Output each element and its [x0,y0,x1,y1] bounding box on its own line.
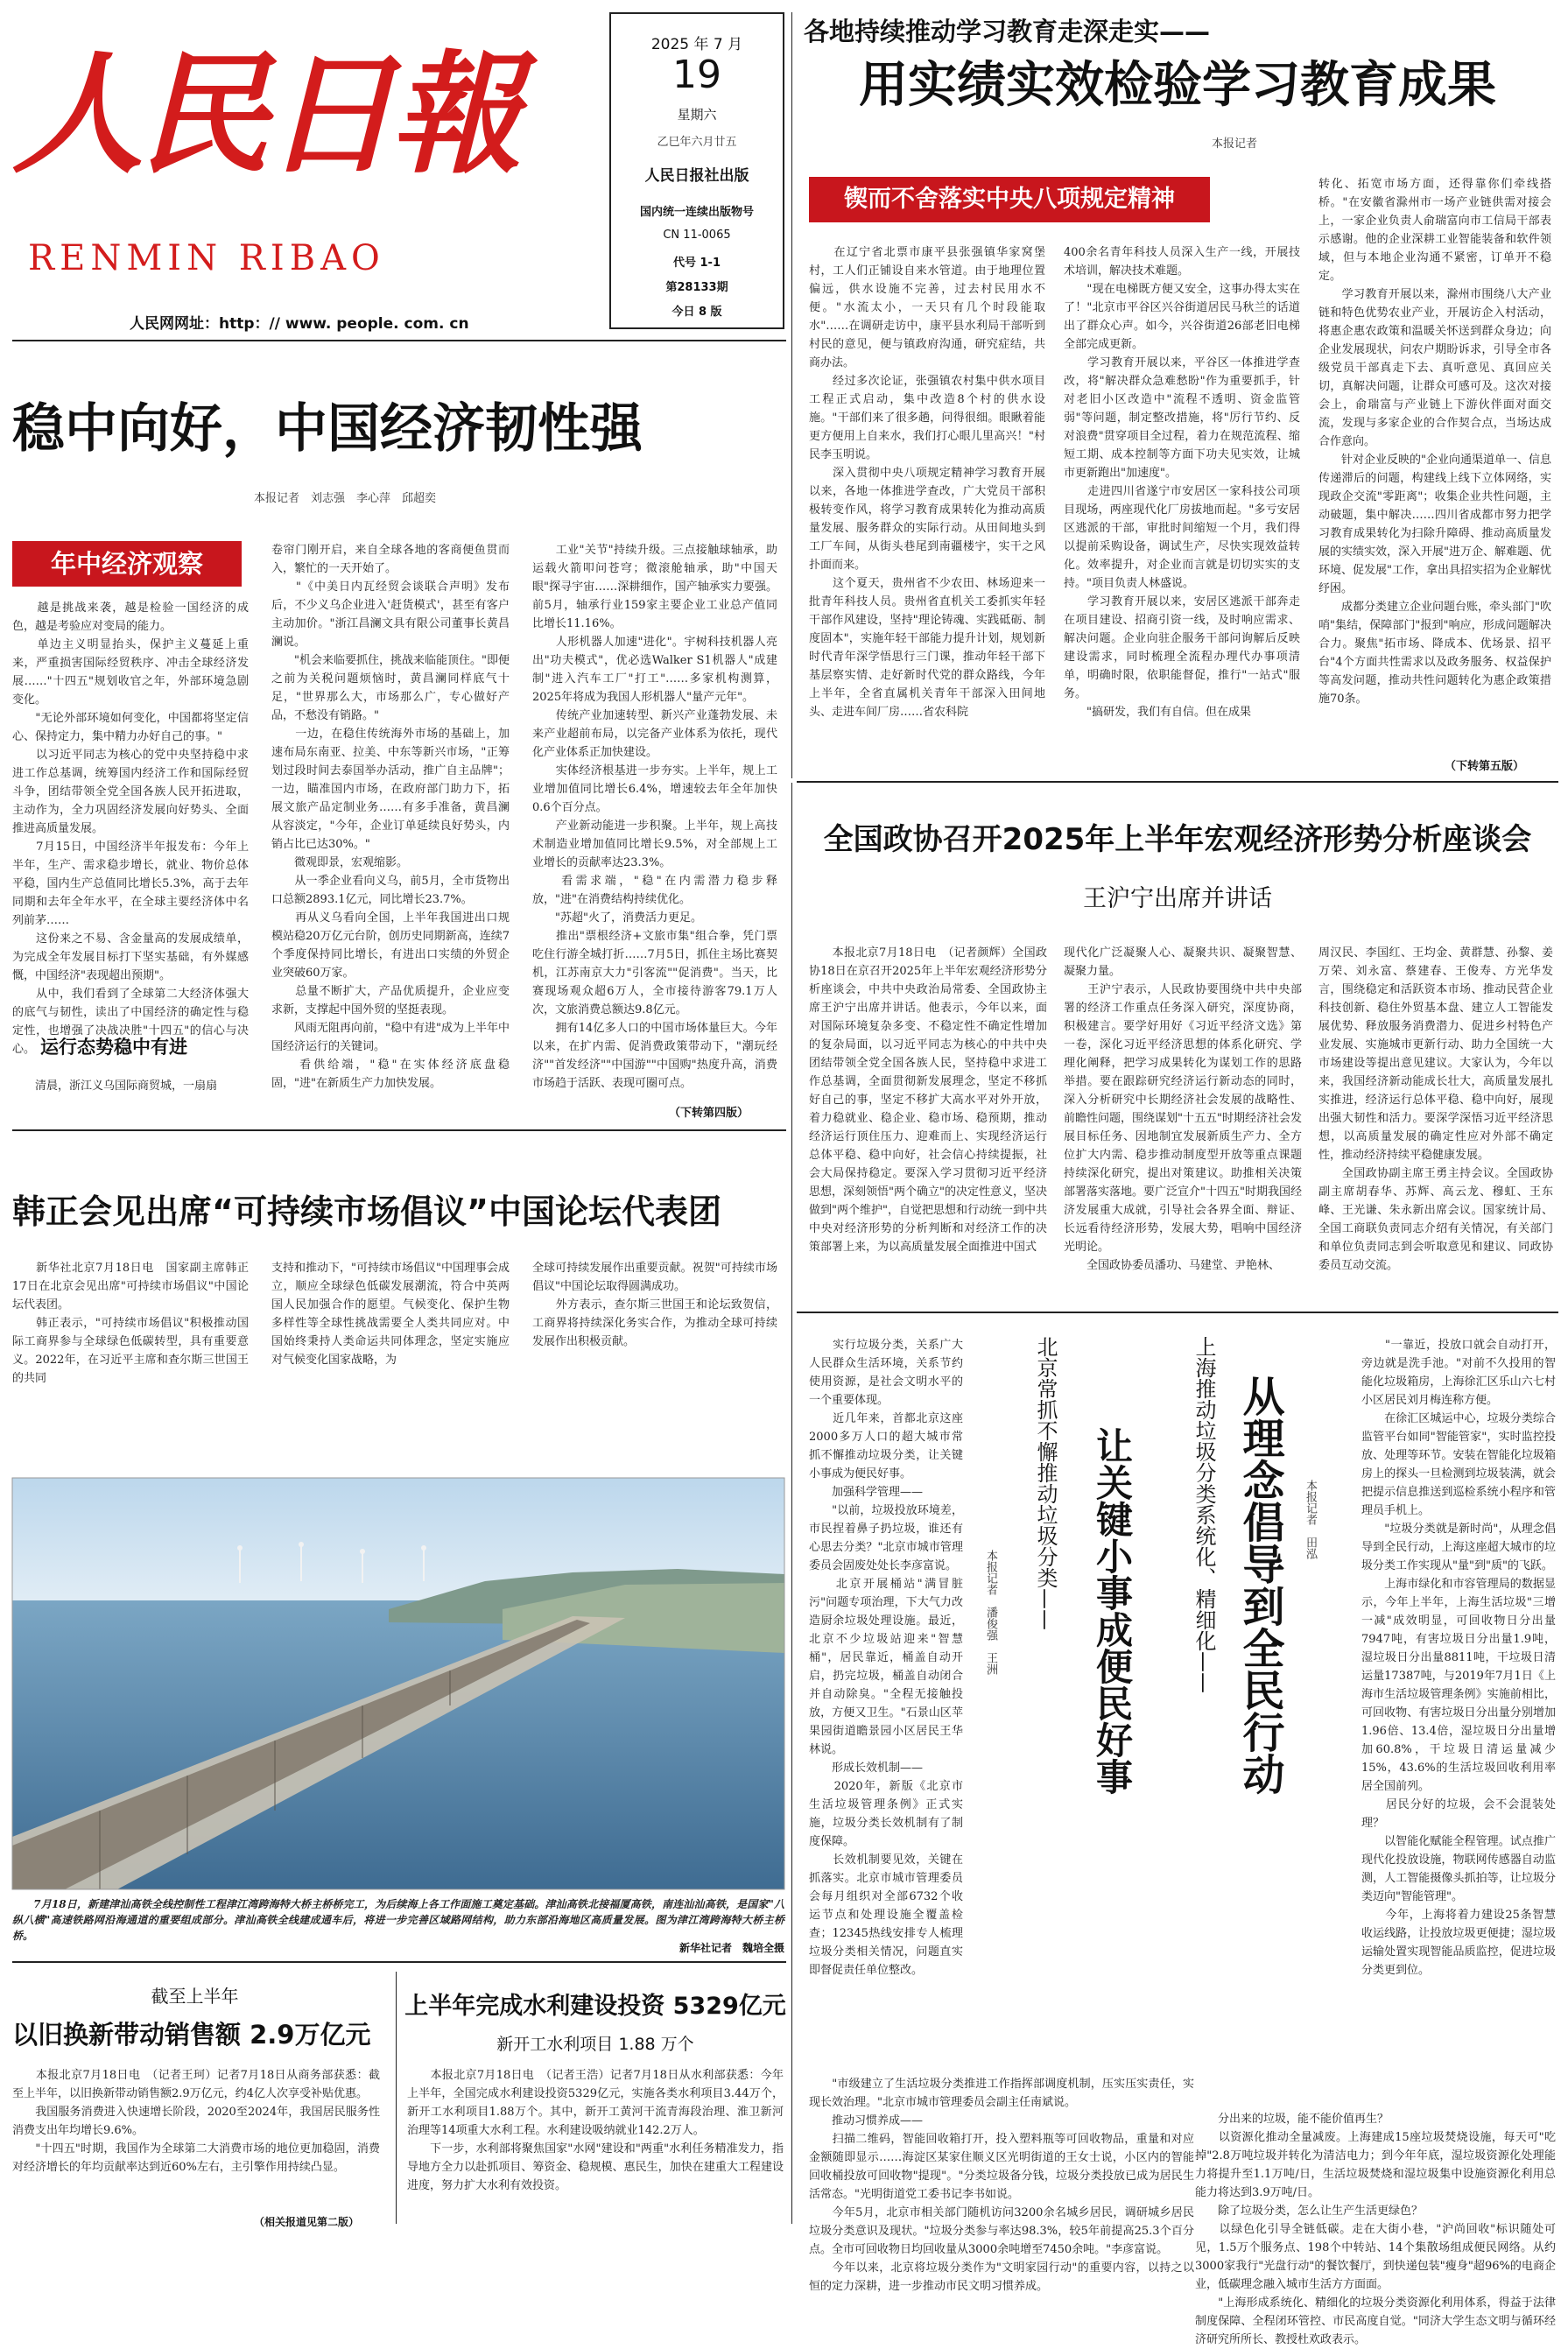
shanghai-byline [1302,1480,1328,1742]
hanzheng-col1: 新华社北京7月18日电 国家副主席韩正17日在北京会见出席"可持续市场倡议"中国论坛代表团。 韩正表示，"可持续市场倡议"积极推动国际工商界参与全球绿色低碳转型，具有重要意义。2022年，在习近平主席和查尔斯三世国王的共同 [12,1262,249,1385]
page-count: 今日 8 版 [671,306,722,319]
bridge-photo-image [12,1478,784,1889]
lead-banner: 年中经济观察 [12,541,242,587]
shanghai-byline-text: 本报记者 田泓 [1304,1480,1317,1559]
top-right-story [797,0,1558,779]
hanzheng-col2: 支持和推动下，"可持续市场倡议"中国理事会成立，顺应全球绿色低碳发展潮流，符合中英两国人民加强合作的愿望。气候变化、保护生物多样性等全球性挑战需要全人类共同应对。中国始终秉持人类命运共同体理念，坚定实施应对气候变化国家战略，为 [271,1262,510,1367]
photo-credit: 新华社记者 魏培全摄 [679,1942,784,1954]
beijing-col1: 实行垃圾分类，关系广大人民群众生活环境，关系节约使用资源，是社会文明水平的一个重要体现。 近几年来，首都北京这座2000多万人口的超大城市常抓不懈推动垃圾分类，让关键小事成为便民好事。 加强科学管理—— "以前，垃圾投放环境差，市民捏着鼻子扔垃圾，谁还有心思去分类？"北京市城市管理委员会固废处处长李彦富说。 北京开展桶站"满冒脏污"问题专项治理，下大气力改造厨余垃圾处理设施。最近，北京不少垃圾站迎来"智慧桶"，居民靠近，桶盖自动开启，扔完垃圾，桶盖自动闭合并自动除臭。"全程无接触投放，方便又卫生。"石景山区苹果园街道瞻景园小区居民王华林说。 形成长效机制—— 2020年，新版《北京市生活垃圾管理条例》正式实施，垃圾分类长效机制有了制度保障。 长效机制要见效，关键在抓落实。北京市城市管理委员会每月组织对全部6732个收运节点和处理设施全覆盖检查；12345热线安排专人梳理垃圾分类相关情况，问题直实即督促责任单位整改。 [809,1339,963,1977]
beijing-byline-text: 本报记者 潘俊强 王洲 [984,1550,997,1675]
cppcc-headline[interactable]: 全国政协召开2025年上半年宏观经济形势分析座谈会 [823,822,1532,857]
cppcc-subhead: 王沪宁出席并讲话 [1083,885,1272,912]
consumption-headline[interactable]: 以旧换新带动销售额 2.9万亿元 [12,2020,371,2050]
beijing-vertical-headline[interactable] [1086,1427,1138,2075]
postal-code: 代号 1-1 [672,257,721,270]
beijing-kicker-text: 北京常抓不懈推动垃圾分类—— [1033,1336,1058,1630]
masthead-title: 人民日報 [12,38,517,192]
water-story [398,1963,792,2234]
beijing-story [797,1313,1195,2293]
bridge-photo [12,1478,784,1889]
top-right-continued[interactable]: （下转第五版） [1445,760,1525,773]
cppcc-col1: 本报北京7月18日电 （记者颜辉）全国政协18日在京召开2025年上半年宏观经济形势分析座谈会，中共中央政治局常委、全国政协主席王沪宁出席并讲话。他表示，今年以来，面对国际环境复杂多变、不稳定性不确定性增加的复杂局面，以习近平同志为核心的中共中央团结带领全党全国各族人民，坚持稳中求进工作总基调，全面贯彻新发展理念，坚定不移抓好自己的事，坚定不移扩大高水平对外开放，着力稳就业、稳企业、稳市场、稳预期，推动经济运行顶住压力、迎难而上、实现经济运行总体平稳、稳中向好，社会信心持续提振，社会大局保持稳定。要深入学习贯彻习近平经济思想，深刻领悟"两个确立"的决定性意义，坚决做到"两个维护"，自觉把思想和行动统一到中共中央对经济形势的分析判断和对经济工作的决策部署上来，为以高质量发展全面推进中国式 [809,946,1047,1254]
date-weekday: 星期六 [677,107,717,123]
beijing-col2: "市级建立了生活垃圾分类推进工作指挥部调度机制，压实压实责任，实现长效治理。"北京市城市管理委员会副主任南斌说。 推动习惯养成—— 扫描二维码，智能回收箱打开，投入塑料瓶等可回收物品，重量和对应金额随即显示……海淀区某家住顺义区光明街道的王女士说，小区内的智能回收桶投放可回收物"提现"。"分类垃圾备分钱，垃圾分类投放已成为居民生活常态。"光明街道党工委书记李书如说。 今年5月，北京市相关部门随机访问3200余名城乡居民，调研城乡居民垃圾分类意识及现状。"垃圾分类参与率达98.3%，较5年前提高25.3个百分点。全市可回收物日均回收量从3000余吨增至7450余吨。"李彦富说。 今年以来，北京将垃圾分类作为"文明家园行动"的重要内容，以持之以恒的定力深耕，进一步推动市民文明习惯养成。 [809,2078,1194,2293]
consumption-body: 本报北京7月18日电 （记者王珂）记者7月18日从商务部获悉：截至上半年，以旧换新带动销售额2.9万亿元，约4亿人次享受补贴优惠。 我国服务消费进入快速增长阶段，2020至2024年，我国居民服务性消费支出年均增长9.6%。 "十四五"时期，我国作为全球第二大消费市场的地位更加稳固，消费对经济增长的年均贡献率达到近60%左右，主引擎作用持续凸显。 [12,2069,380,2174]
shanghai-col1: "一靠近，投放口就会自动打开，旁边就是洗手池。"对前不久投用的智能化垃圾箱房，上海徐汇区乐山六七村小区居民刘月梅连称方便。 在徐汇区城运中心，垃圾分类综合监管平台如同"智能管家"，实时监控投放、处理等环节。安装在智能化垃圾箱房上的探头一旦检测到垃圾装满，就会把提示信息推送到巡检系统小程序和管理员手机上。 "垃圾分类就是新时尚"，从理念倡导到全民行动，上海这座超大城市的垃圾分类工作实现从"量"到"质"的飞跃。 上海市绿化和市容管理局的数据显示，今年上半年，上海生活垃圾"三增一减"成效明显，可回收物日分出量7947吨，有害垃圾日分出量1.9吨，湿垃圾日分出量8811吨，干垃圾日清运量17387吨，与2019年7月1日《上海市生活垃圾管理条例》实施前相比，可回收物、有害垃圾日分出量分别增加1.96倍、13.4倍，湿垃圾日分出量增加60.8%，干垃圾日清运量减少15%，43.6%的生活垃圾回收利用率居全国前列。 居民分好的垃圾，会不会混装处理？ 以智能化赋能全程管理。试点推广现代化投放设施，物联网传感器自动监测，人工智能摄像头抓拍等，让垃圾分类迈向"智能管理"。 今年，上海将着力建设25条智慧收运线路，让投放垃圾更便捷；湿垃圾运输处置实现智能品质监控，促进垃圾分类更到位。 [1361,1339,1556,1977]
hanzheng-story [0,1131,792,1490]
lead-story [0,341,792,1151]
lead-continued[interactable]: （下转第四版） [669,1107,749,1120]
hanzheng-headline[interactable]: 韩正会见出席“可持续市场倡议”中国论坛代表团 [12,1192,721,1231]
issn-label: 国内统一连续出版物号 [639,206,754,219]
beijing-byline [982,1550,1009,1812]
top-right-col1: 在辽宁省北票市康平县张强镇华家窝堡村，工人们正铺设自来水管道。由于地理位置偏远，供水设施不完善，过去村民用水不便。"水流太小，一天只有几个时段能取水"……在调研走访中，康平县水利局干部听到村民的意见，便与镇政府沟通，研究症结，共商办法。 经过多次论证，张强镇农村集中供水项目工程正式启动，集中改造8个村的供水设施。"干部们来了很多趟，问得很细。眼瞅着能更方便用上自来水，我们打心眼儿里高兴！"村民李玉明说。 深入贯彻中央八项规定精神学习教育开展以来，各地一体推进学查改，广大党员干部积极转变作风，将学习教育成果转化为推动高质量发展、服务群众的实际行动。从田间地头到工厂车间，从街头巷尾到南疆楼宇，实干之风扑面而来。 这个夏天，贵州省不少农田、林场迎来一批青年科技人员。贵州省直机关工委抓实年轻干部作风建设，坚持"理论铸魂、实践砥砺、制度固本"，实施年轻干部能力提升计划，规划新时代青年深学悟思行三门课，推动年轻干部下基层察实情、走好新时代党的群众路线，今年上半年，全省直属机关青年干部深入田间地头、走进车间厂房……省农科院 [809,246,1045,719]
consumption-related[interactable]: （相关报道见第二版） [254,2216,360,2228]
issue-number: 第28133期 [665,281,728,294]
date-box [609,12,784,329]
water-subhead: 新开工水利项目 1.88 万个 [496,2035,694,2054]
hanzheng-col3: 全球可持续发展作出重要贡献。祝贺"可持续市场倡议"中国论坛取得圆满成功。 外方表示，查尔斯三世国王和论坛致贺信，工商界将持续深化务实合作，为推动全球可持续发展作出积极贡献。 [532,1262,777,1348]
consumption-story [0,1963,390,2234]
cn-number: CN 11-0065 [663,229,731,242]
shanghai-story [1192,1313,1561,2346]
divider-bottom-left [396,1972,397,2224]
consumption-kicker: 截至上半年 [151,1986,239,2007]
cppcc-story [797,783,1558,1308]
shanghai-vertical-headline[interactable] [1230,1375,1291,2040]
lead-col3: 工业"关节"持续升级。三点接触球轴承，助运载火箭叩问苍穹；微滚舱轴承，助"中国天眼"探寻宇宙……深耕细作，国产轴承实力要强。前5月，轴承行业159家主要企业工业总产值同比增长11.16%。 人形机器人加速"进化"。宇树科技机器人亮出"功夫模式"，优必选Walker S1机器人"成建制"进入汽车工厂"打工"……多家机构测算，2025年将成为我国人形机器人"量产元年"。 传统产业加速转型、新兴产业蓬勃发展、未来产业超前布局，以完备产业体系为依托，现代化产业体系正加快建设。 实体经济根基进一步夯实。上半年，规上工业增加值同比增长6.4%，增速较去年全年加快0.6个百分点。 产业新动能进一步积聚。上半年，规上高技术制造业增加值同比增长9.5%，对全部规上工业增长的贡献率达23.3%。 看需求端，"稳"在内需潜力稳步释放，"进"在消费结构持续优化。 "苏超"火了，消费活力更足。 推出"票根经济+文旅市集"组合拳，凭门票吃住行游全城打折……7月5日，抓住主场比赛契机，江苏南京大力"引客流""促消费"。当天，比赛现场观众超6万人，全市接待游客79.1万人次，文旅消费总额达9.8亿元。 拥有14亿多人口的中国市场体量巨大。今年以来，在扩内需、促消费政策带动下，"潮玩经济""首发经济""中国游""中国购"热度升高，消费市场趋于活跃、表现可圈可点。 [532,544,777,1090]
top-right-kicker: 各地持续推动学习教育走深走实—— [804,17,1211,46]
top-right-byline: 本报记者 [1211,137,1257,151]
water-headline[interactable]: 上半年完成水利建设投资 5329亿元 [404,1993,786,2020]
masthead-pinyin: RENMIN RIBAO [28,238,385,278]
lead-col1: 越是挑战来袭，越是检验一国经济的成色，越是考验应对变局的能力。 单边主义明显抬头，保护主义蔓延上重来，严重损害国际经贸秩序、冲击全球经济发展……"十四五"规划收官之年，外部环境急剧变化。 "无论外部环境如何变化，中国都将坚定信心、保持定力，集中精力办好自己的事。" 以习近平同志为核心的党中央坚持稳中求进工作总基调，统筹国内经济工作和国际经贸斗争，团结带领全党全国各族人民开拓进取，主动作为，全力巩固经济发展向好势头、全面推进高质量发展。 7月15日，中国经济半年报发布：今年上半年，生产、需求稳步增长，就业、物价总体平稳，国内生产总值同比增长5.3%，高于去年同期和去年全年水平，在全球主要经济体中名列前茅…… 这份来之不易、含金量高的发展成绩单，为完成全年发展目标打下坚实基础，有外媒感慨，中国经济"表现超出预期"。 从中，我们看到了全球第二大经济体强大的底气与韧性，读出了中国经济的确定性与稳定性，也增强了决战决胜"十四五"的信心与决心。 [12,601,249,1056]
shanghai-tail: 分出来的垃圾，能不能价值再生？ 以资源化推动全量减废。上海建成15座垃圾焚烧设施，每天可"吃掉"2.8万吨垃圾并转化为清洁电力；到今年年底，湿垃圾资源化处理能力将提升至1.1万吨/日，生活垃圾焚烧和湿垃圾集中设施资源化利用总能力将达到3.9万吨/日。 除了垃圾分类，怎么让生产生活更绿色？ 以绿色化引导全链低碳。走在大街小巷，"沪尚回收"标识随处可见，1.5万个服务点、198个中转站、14个集散场组成便民网络。从约3000家我行"光盘行动"的餐饮餐厅，到快递包装"瘦身"超96%的电商企业，低碳理念融入城市生活方方面面。 "上海形成系统化、精细化的垃圾分类资源化利用体系，得益于法律制度保障、全程闭环管控、市民高度自觉。"同济大学生态文明与循环经济研究所所长、教授杜欢政表示。 [1195,2113,1556,2346]
lead-byline: 本报记者 刘志强 李心萍 邱超奕 [254,492,437,505]
photo-caption: 7月18日，新建津汕高铁全线控制性工程津江湾跨海特大桥主桥桥完工，为后续海上各工作面施工奠定基础。津汕高铁北接福厦高铁，南连汕汕高铁，是国家"八纵八横"高速铁路网沿海通道的重要组成部分。津汕高铁全线建成通车后，将进一步完善区域路网结构，助力东部沿海地区高质量发展。图为津江湾跨海特大桥主桥桥。 [12,1898,784,1942]
top-right-banner: 锲而不舍落实中央八项规定精神 [809,177,1210,222]
shanghai-headline-text: 从理念倡导到全民行动 [1235,1375,1284,1795]
beijing-headline-text: 让关键小事成便民好事 [1091,1427,1134,1795]
website-url[interactable]: 人民网网址：http：// www. people. com. cn [130,315,469,333]
lead-subhead: 运行态势稳中有进 [40,1037,187,1058]
top-right-col3: 转化、拓宽市场方面，还得靠你们牵线搭桥。"在安徽省滁州市一场产业链供需对接会上，一家企业负责人俞瑞富向市工信局干部表示感谢。他的企业深耕工业智能装备和软件领域，但与本地企业沟通不紧密，订单开不稳定。 学习教育开展以来，滁州市围绕八大产业链和特色优势农业产业，开展访企入村活动，将惠企惠农政策和温暖关怀送到群众身边；向企业发展现状，问农户期盼诉求，引导全市各级党员干部真走下去、真听意见、真回应关切，真解决问题，让群众可感可及。这次对接会上，俞瑞富与产业链上下游伙伴面对面交流，发现与多家企业的合作契合点，当场达成合作意向。 针对企业反映的"企业向通渠道单一、信息传递滞后的问题，构建线上线下立体网络，实现政企交流"零距离"；收集企业共性问题，主动破题，集中解决……四川省成都市努力把学习教育成果转化为扫除升障碍、推动高质量发展的实绩实效，深入开展"进万企、解难题、优环境、促发展"工作，拿出具招实招为企业解忧纾困。 成都分类建立企业问题台账，牵头部门"吹哨"集结，保障部门"报到"响应，形成问题解决合力。聚焦"拓市场、降成本、优场景、招平台"4个方面共性需求以及政务服务、权益保护等高发问题，推动共性问题转化为惠企政策措施70条。 [1318,178,1551,706]
cppcc-col2: 现代化广泛凝聚人心、凝聚共识、凝聚智慧、凝聚力量。 王沪宁表示，人民政协要围绕中共中央部署的经济工作重点任务深入研究，深度协商，积极建言。要学好用好《习近平经济文选》第一卷，深化习近平经济思想的体系化研究、学理化阐释，把学习成果转化为谋划工作的思路举措。要在跟踪研究经济运行新动态的同时，深入分析研究中长期经济社会发展的战略性、前瞻性问题，围绕谋划"十五五"时期经济社会发展目标任务、因地制宜发展新质生产力、全方位扩大内需、稳步推动制度型开放等重点课题持续深化研究，提出对策建议。助推相关决策部署落实落地。要广泛宣介"十四五"时期我国经济发展重大成就，引导社会各界全面、辩证、长远看待经济形势，发展大势，唱响中国经济光明论。 全国政协委员潘功、马建堂、尹艳林、 [1064,946,1302,1272]
date-lunar: 乙巳年六月廿五 [657,136,737,149]
date-year-month: 2025 年 7 月 [650,36,743,53]
water-body: 本报北京7月18日电 （记者王浩）记者7月18日从水利部获悉：今年上半年，全国完成水利建设投资5329亿元，实施各类水利项目3.44万个，新开工水利项目1.88万个。其中，新开工黄河干流青海段治理、淮卫新河治理等14项重大水利工程。水利建设吸纳就业142.2万人。 下一步，水利部将聚焦国家"水网"建设和"两重"水利任务精准发力，指导地方全力以赴抓项目、筹资金、稳规模、惠民生，加快在建重大工程建设进度，努力扩大水利有效投资。 [407,2069,784,2192]
cppcc-col3: 周汉民、李国红、王均金、黄群慧、孙黎、姜万荣、刘永富、蔡建春、王俊寿、方光华发言，围绕稳定和活跃资本市场、推动民营企业科技创新、稳住外贸基本盘、建立人工智能发展优势、释放服务消费潜力、促进乡村特色产业发展、实施城市更新行动、助力全国统一大市场建设等提出意见建议。大家认为，今年以来，我国经济新动能成长壮大，高质量发展扎实推进，经济运行总体平稳、稳中向好，展现出强大韧性和活力。要深学深悟习近平经济思想，以高质量发展的确定性应对外部不确定性，推动经济持续平稳健康发展。 全国政协副主席王勇主持会议。全国政协副主席胡春华、苏辉、高云龙、穆虹、王东峰、王光谦、朱永新出席会议。国家统计局、全国工商联负责同志介绍有关情况，有关部门和单位负责同志到会听取意见和建议、同政协委员互动交流。 [1318,946,1553,1272]
shanghai-vertical-kicker [1186,1336,1221,1861]
shanghai-kicker-text: 上海推动垃圾分类系统化、精细化—— [1192,1336,1216,1693]
lead-col2: 卷帘门刚开启，来自全球各地的客商便鱼贯而入，繁忙的一天开始了。 "《中美日内瓦经贸会谈联合声明》发布后，不少义乌企业进入'赶货模式'，甚至有客户主动加价。"浙江昌澜文具有限公司董事长黄昌澜说。 "机会来临要抓住，挑战来临能顶住。"即便之前为关税问题烦恼时，黄昌澜同样底气十足，"世界那么大，市场那么广，专心做好产品，不愁没有销路。" 一边，在稳住传统海外市场的基础上，加速布局东南亚、拉美、中东等新兴市场，"正筹划过段时间去泰国举办活动，推广自主品牌"；一边，瞄准国内市场，在政府部门助力下，拓展文旅产品定制业务……有多手准备，黄昌澜从容淡定，"今年，企业订单延续良好势头，内销占比已达30%。" 微观即景，宏观缩影。 从一季企业看向义乌，前5月，全市货物出口总额2893.1亿元，同比增长23.7%。 再从义乌看向全国，上半年我国进出口规模站稳20万亿元台阶，创历史同期新高，连续7个季度保持同比增长，有进出口实绩的外贸企业突破60万家。 总量不断扩大，产品优质提升，企业应变求新，支撑起中国外贸的坚挺表现。 风雨无阻再向前，"稳中有进"成为上半年中国经济运行的关键词。 看供给端，"稳"在实体经济底盘稳固，"进"在新质生产力加快发展。 [271,544,510,1090]
top-right-col2: 400余名青年科技人员深入生产一线，开展技术培训，解决技术难题。 "现在电梯既方便又安全，这事办得太实在了！"北京市平谷区兴谷街道居民马秋兰的话道出了群众心声。如今，兴谷街道26部老旧电梯全部完成更新。 学习教育开展以来，平谷区一体推进学查改，将"解决群众急难愁盼"作为重要抓手，针对老旧小区改造中"流程不透明、资金监管弱"等问题，制定整改措施，将"厉行节约、反对浪费"贯穿项目全过程，着力在规范流程、缩短工期、成本控制等方面下功夫见实效，让城市更新跑出"加速度"。 走进四川省遂宁市安居区一家科技公司项目现场，两座现代化厂房拔地而起。"多亏安居区逃派的干部，审批时间缩短一个月，我们得以提前采购设备，调试生产，尽快实现效益转化。效率提升，对企业而言就是切切实实的支持。"项目负责人林盛说。 学习教育开展以来，安居区逃派干部奔走在项目建设、招商引资一线，及时响应需求、解决问题。企业向驻企服务干部问询解后反映建设需求，同时梳理全流程办理代办事项清单，明确时限，依职能督促，推行"一站式"服务。 "搞研发，我们有自信。但在成果 [1064,246,1300,719]
top-right-headline[interactable]: 用实绩实效检验学习教育成果 [859,57,1496,114]
lead-headline[interactable]: 稳中向好，中国经济韧性强 [12,398,643,460]
date-day: 19 [672,53,721,97]
lead-col1-tail: 清晨，浙江义乌国际商贸城，一扇扇 [12,1080,218,1093]
masthead [0,0,604,368]
beijing-vertical-kicker [1028,1336,1063,1861]
date-publisher: 人民日报社出版 [644,167,749,185]
